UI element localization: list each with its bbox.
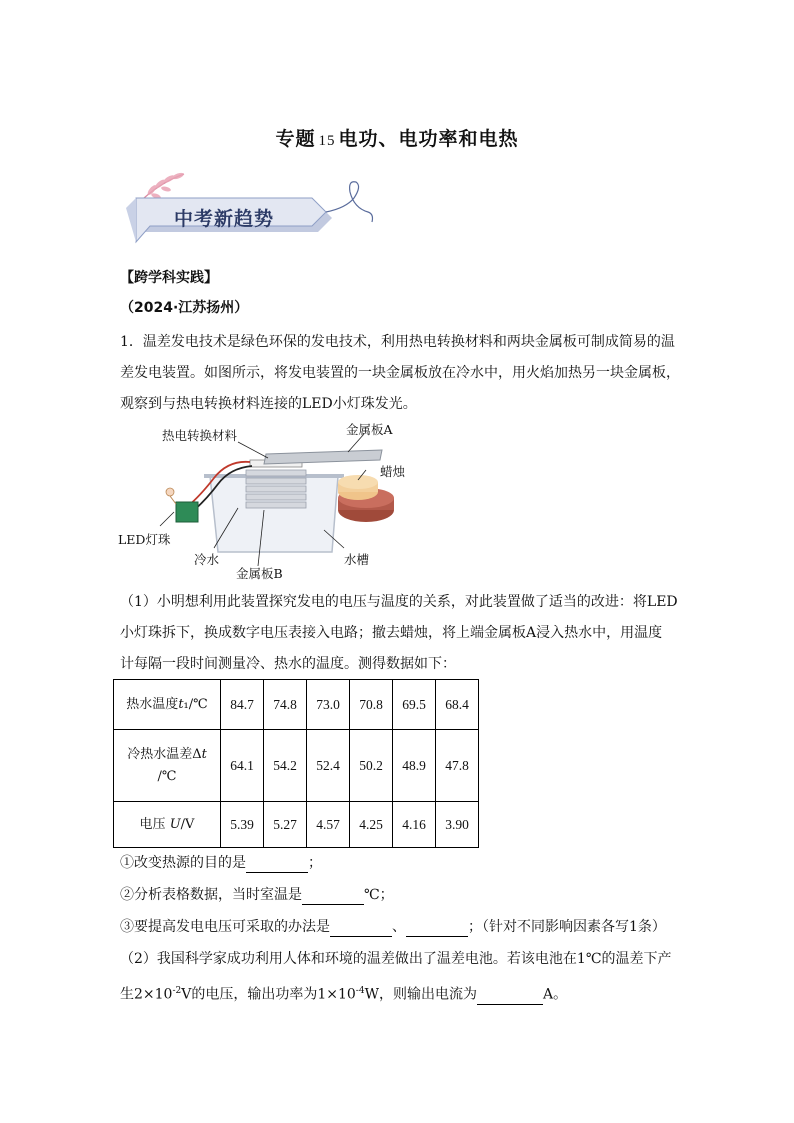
table-row xyxy=(114,730,479,802)
data-table xyxy=(113,679,479,848)
question-intro-line-3: 观察到与热电转换材料连接的LED小灯珠发光。 xyxy=(120,396,417,412)
label-led: LED灯珠 xyxy=(118,532,171,547)
part1-line-1: （1）小明想利用此装置探究发电的电压与温度的关系，对此装置做了适当的改进：将LED xyxy=(120,594,678,610)
row-header: 电压 U/V xyxy=(114,802,221,848)
part2-line-2: 生$2\times 10^{-2}V$的电压，输出功率为$1\times 10^{-4}W$，则输出电流为 A。 xyxy=(120,986,568,1003)
table-cell: 84.7 xyxy=(221,680,264,730)
source-label: （2024·江苏扬州） xyxy=(120,300,249,316)
table-cell: 3.90 xyxy=(436,802,479,848)
label-plate-b: 金属板B xyxy=(236,566,283,581)
answer-blank-5[interactable] xyxy=(477,990,543,1005)
table-cell: 48.9 xyxy=(393,730,436,802)
label-candle: 蜡烛 xyxy=(380,464,406,479)
sub-question-1: ①改变热源的目的是 ； xyxy=(120,855,322,871)
table-cell: 4.57 xyxy=(307,802,350,848)
category-label: 【跨学科实践】 xyxy=(120,270,218,286)
table-cell: 70.8 xyxy=(350,680,393,730)
question-intro-line-1: 1．温差发电技术是绿色环保的发电技术，利用热电转换材料和两块金属板可制成简易的温 xyxy=(120,334,675,350)
table-cell: 5.39 xyxy=(221,802,264,848)
row-header: 热水温度t₁/℃ xyxy=(114,680,221,730)
table-cell: 54.2 xyxy=(264,730,307,802)
label-water-tank: 水槽 xyxy=(344,552,370,567)
table-cell: 4.16 xyxy=(393,802,436,848)
table-row xyxy=(114,802,479,848)
apparatus-figure xyxy=(118,420,438,580)
table-cell: 69.5 xyxy=(393,680,436,730)
table-cell: 64.1 xyxy=(221,730,264,802)
answer-blank-2[interactable] xyxy=(302,890,364,905)
answer-blank-4[interactable] xyxy=(406,922,468,937)
label-plate-a: 金属板A xyxy=(346,422,393,437)
part1-line-3: 计每隔一段时间测量冷、热水的温度。测得数据如下： xyxy=(120,656,456,672)
section-badge xyxy=(122,168,382,248)
label-thermoelectric-material: 热电转换材料 xyxy=(162,428,238,443)
thermoelectric-apparatus-icon xyxy=(118,420,438,580)
table-cell: 74.8 xyxy=(264,680,307,730)
table-cell: 4.25 xyxy=(350,802,393,848)
table-cell: 68.4 xyxy=(436,680,479,730)
answer-blank-3[interactable] xyxy=(330,922,392,937)
table-cell: 47.8 xyxy=(436,730,479,802)
question-intro-line-2: 差发电装置。如图所示，将发电装置的一块金属板放在冷水中，用火焰加热另一块金属板， xyxy=(120,365,680,381)
table-cell: 52.4 xyxy=(307,730,350,802)
label-cold-water: 冷水 xyxy=(194,552,220,567)
sub-question-3: ③要提高发电电压可采取的办法是 、 ；（针对不同影响因素各写1条） xyxy=(120,919,666,935)
table-cell: 50.2 xyxy=(350,730,393,802)
table-cell: 5.27 xyxy=(264,802,307,848)
sub-question-2: ②分析表格数据，当时室温是 ℃； xyxy=(120,887,394,903)
table-cell: 73.0 xyxy=(307,680,350,730)
answer-blank-1[interactable] xyxy=(246,858,308,873)
badge-label: 中考新趋势 xyxy=(174,208,275,230)
row-header: 冷热水温差Δt /℃ xyxy=(114,730,221,802)
table-row xyxy=(114,680,479,730)
page-title: 专题 15 电功、电功率和电热 xyxy=(275,128,519,150)
part2-line-1: （2）我国科学家成功利用人体和环境的温差做出了温差电池。若该电池在1℃的温差下产 xyxy=(120,951,672,967)
part1-line-2: 小灯珠拆下，换成数字电压表接入电路；撤去蜡烛，将上端金属板A浸入热水中，用温度 xyxy=(120,625,663,641)
